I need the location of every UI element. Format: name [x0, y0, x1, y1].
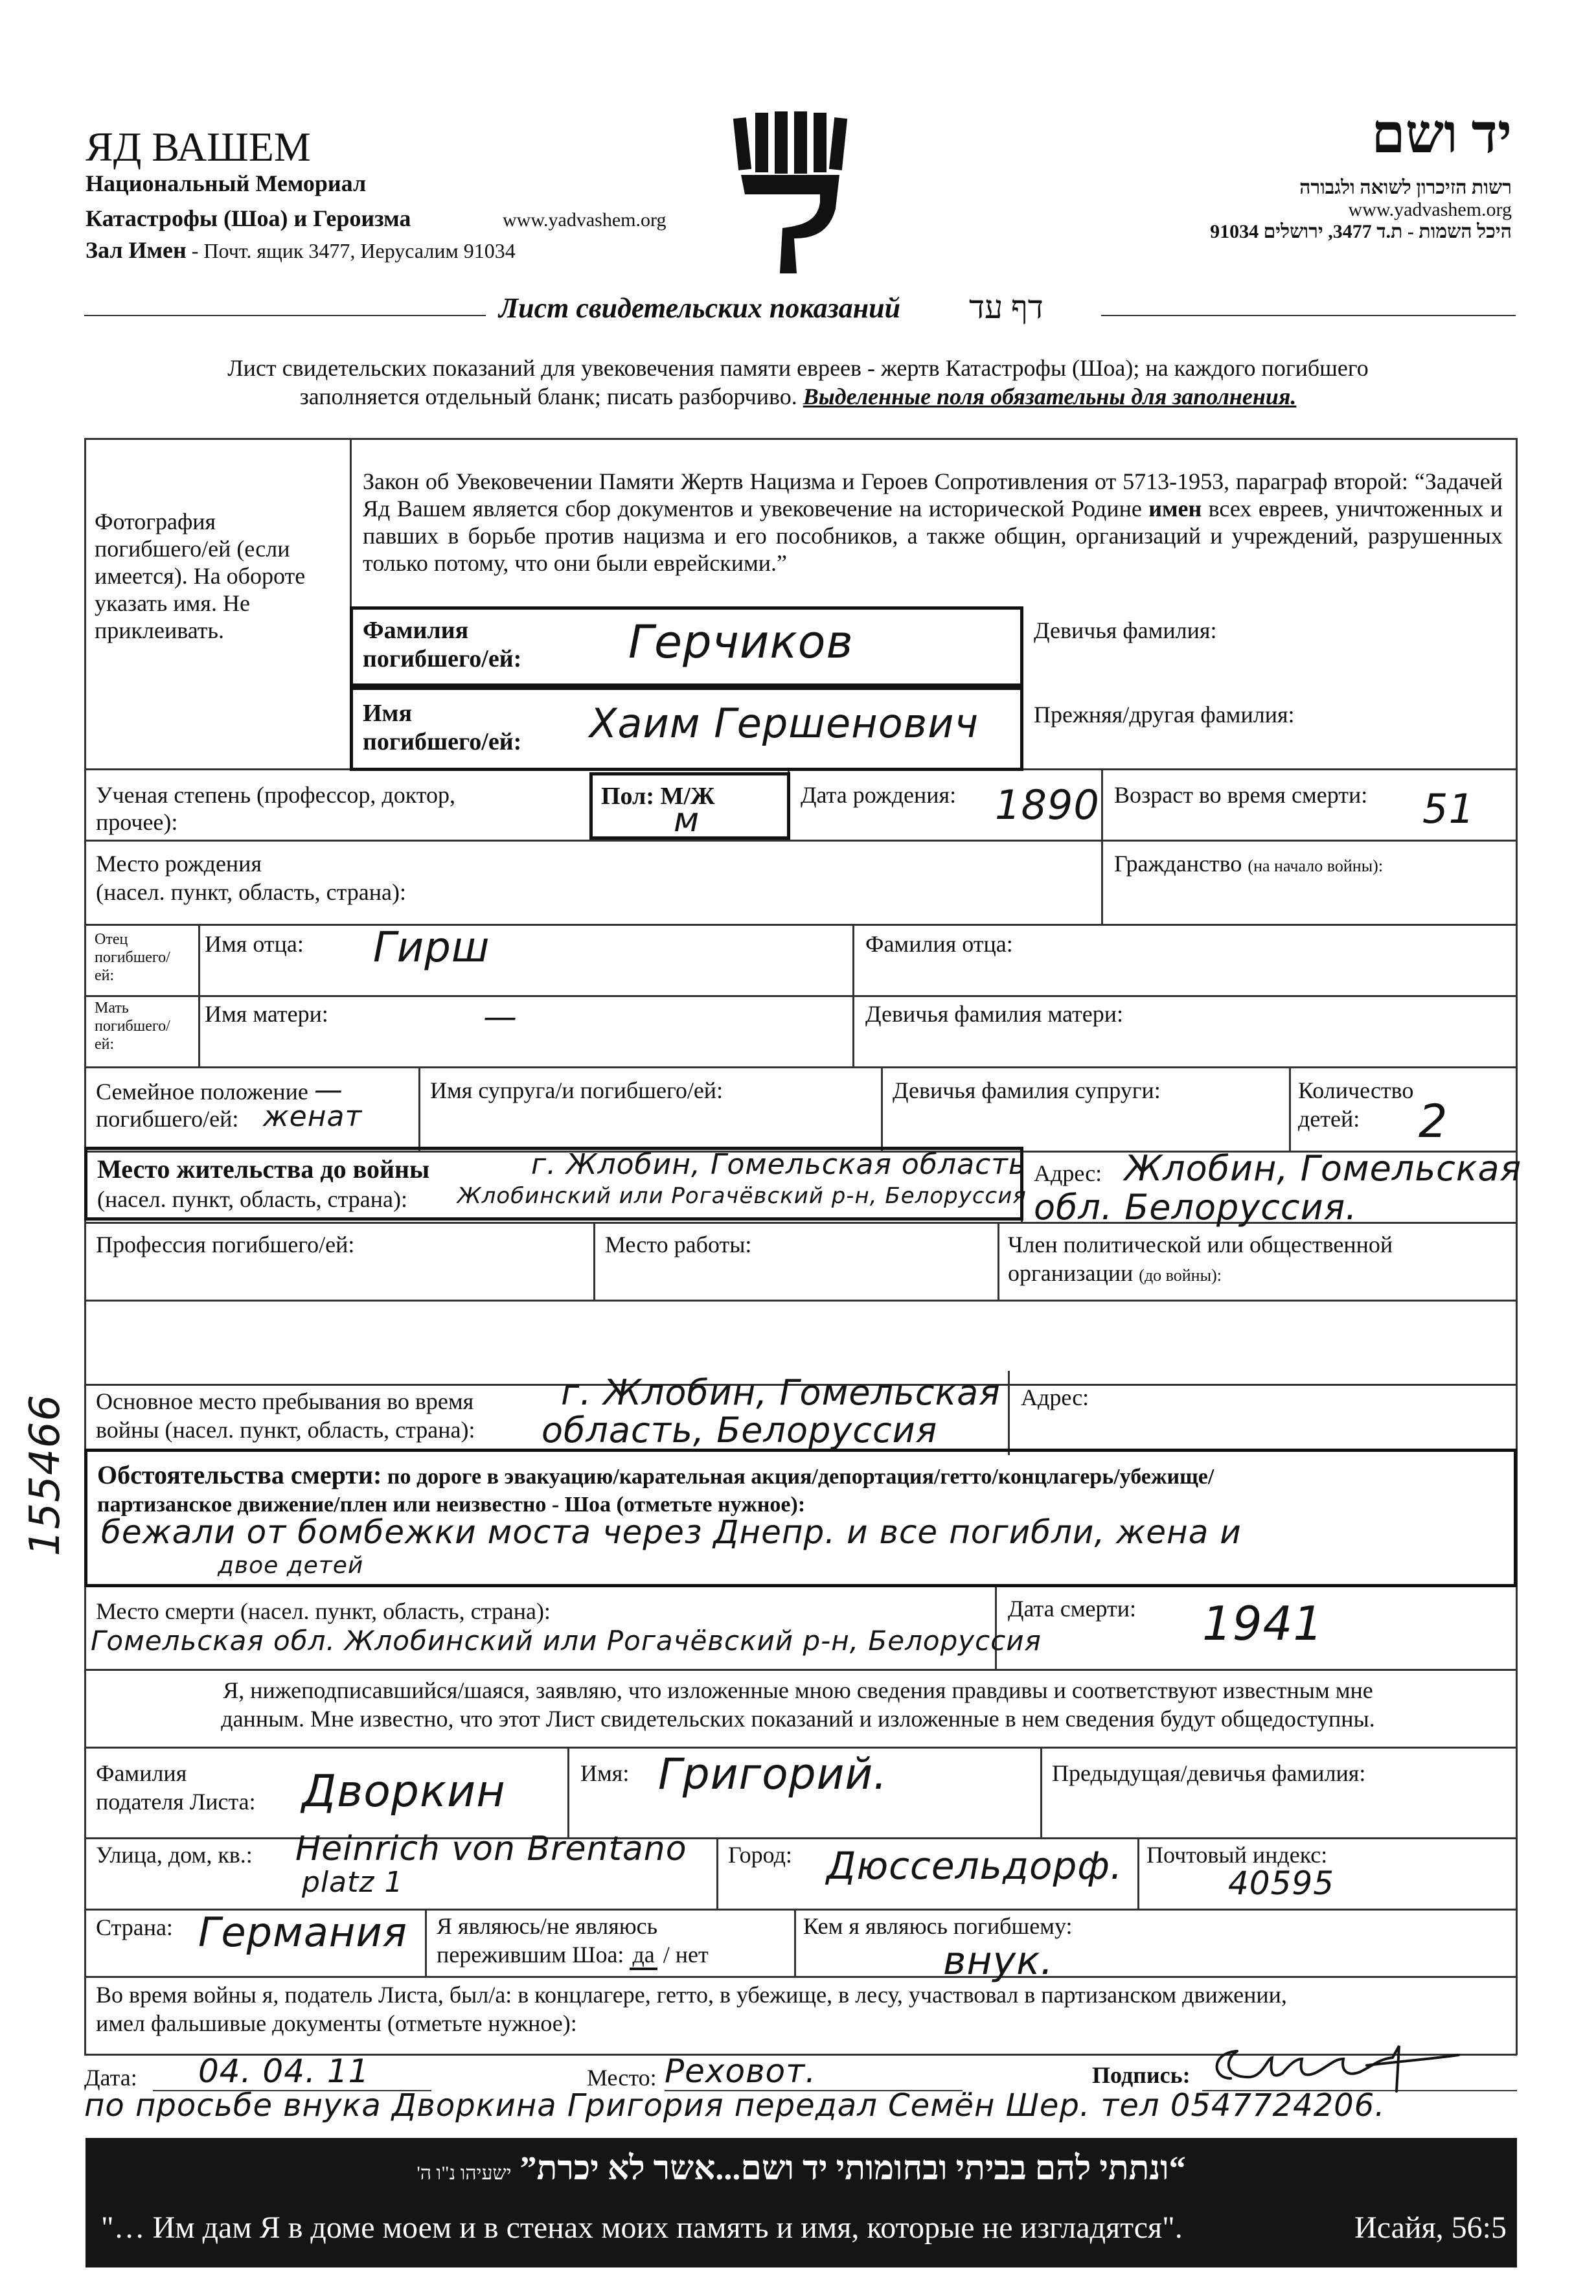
vdiv-zip: [1137, 1837, 1139, 1909]
vdiv-sub-name: [567, 1747, 569, 1837]
death-circ-line-1: [97, 1462, 1214, 1491]
header-left-line1: Национальный Мемориал: [86, 170, 367, 196]
intro-line-1: Лист свидетельских показаний для увековечения памяти евреев - жертв Катастрофы (Шоа); на каждого погибшего: [227, 355, 1369, 381]
mother-side-label: Мать погибшего/ ей:: [95, 1000, 170, 1053]
children-label-1: Количество: [1298, 1077, 1414, 1103]
law-text: [363, 468, 1503, 577]
declaration-line-2: данным. Мне известно, что этот Лист свидетельских показаний и изложенные в нем сведения будут общедоступны.: [221, 1706, 1375, 1732]
victim-name-value[interactable]: Хаим Гершенович: [589, 700, 979, 747]
victim-prev-surname-label: Прежняя/другая фамилия:: [1034, 702, 1295, 728]
header-right-line1: רשות הזיכרון לשואה ולגבורה: [1299, 177, 1512, 198]
survivor-label-1: Я являюсь/не являюсь: [437, 1913, 658, 1939]
vdiv-parent-surname: [852, 924, 854, 1066]
wartime-label-2: войны (насел. пункт, область, страна):: [96, 1417, 475, 1443]
handwritten-note: по просьбе внука Дворкина Григория передал Семён Шер. тел 0547724206.: [84, 2087, 1385, 2124]
citizenship-label-note: (на начало войны):: [1248, 856, 1384, 875]
submitter-name-label: Имя:: [580, 1760, 630, 1786]
sex-label: Пол: М/Ж: [601, 783, 715, 810]
victim-surname-label-1: Фамилия: [363, 617, 469, 644]
survivor-label-2-text: пережившим Шоа:: [437, 1942, 624, 1968]
frame-right: [1516, 438, 1518, 2055]
wartime-label-1: Основное место пребывания во время: [96, 1388, 474, 1414]
vdiv-workplace: [593, 1222, 595, 1300]
victim-name-label-2: погибшего/ей:: [363, 728, 522, 755]
residence-address-2[interactable]: обл. Белоруссия.: [1034, 1187, 1358, 1228]
row-line-11: [84, 1669, 1517, 1671]
spouse-maiden-label: Девичья фамилия супруги:: [893, 1077, 1161, 1103]
war-status-line-1: Во время войны я, податель Листа, был/а: в концлагере, гетто, в убежище, в лесу, участвовал в партизанском движении,: [96, 1982, 1287, 2008]
form-title-hebrew: דף עד: [969, 289, 1043, 325]
family-status-dash: —: [314, 1073, 343, 1107]
row-line-3: [84, 924, 1517, 926]
zip-label: Почтовый индекс:: [1146, 1842, 1328, 1868]
residence-address-label: Адрес:: [1034, 1160, 1102, 1186]
signature-label: Подпись:: [1092, 2062, 1191, 2088]
survivor-option-sep: /: [657, 1942, 676, 1968]
death-date-value[interactable]: 1941: [1202, 1596, 1324, 1651]
member-label-2-note: (до войны):: [1139, 1266, 1222, 1285]
residence-label: Место жительства до войны: [97, 1154, 430, 1184]
date-value[interactable]: 04. 04. 11: [198, 2052, 370, 2090]
footer-russian-source: Исайя, 56:5: [1354, 2210, 1507, 2245]
header-hall-of-names: Зал Имен: [86, 237, 187, 263]
intro-line-2-bold: Выделенные поля обязательны для заполнения.: [803, 384, 1297, 409]
row-line-5: [84, 1066, 1517, 1068]
submitter-surname-label-1: Фамилия: [96, 1760, 187, 1786]
law-text-bold: имен: [1148, 496, 1202, 522]
victim-surname-label-2: погибшего/ей:: [363, 645, 522, 672]
place-label: Место:: [587, 2065, 657, 2091]
death-circ-value-2[interactable]: двое детей: [218, 1552, 364, 1579]
death-circ-value-1[interactable]: бежали от бомбежки моста через Днепр. и все погибли, жена и: [101, 1513, 1242, 1551]
family-status-value[interactable]: женат: [263, 1100, 363, 1133]
street-label: Улица, дом, кв.:: [96, 1842, 253, 1868]
vdiv-relation: [794, 1909, 796, 1976]
wartime-value-1[interactable]: г. Жлобин, Гомельская: [561, 1372, 1001, 1413]
member-label-1: Член политической или общественной: [1008, 1232, 1393, 1257]
country-label: Страна:: [96, 1914, 173, 1940]
vdiv-children: [1289, 1066, 1291, 1151]
header-website-left: www.yadvashem.org: [503, 209, 667, 231]
death-date-label: Дата смерти:: [1008, 1596, 1137, 1622]
birthplace-label-1: Место рождения: [96, 851, 262, 877]
death-circ-label: Обстоятельства смерти:: [97, 1460, 382, 1489]
victim-name-label-1: Имя: [363, 700, 412, 727]
wartime-value-2[interactable]: область, Белоруссия: [542, 1410, 938, 1451]
birthplace-label-2: (насел. пункт, область, страна):: [96, 879, 407, 905]
row-line-4: [84, 995, 1517, 997]
father-name-value[interactable]: Гирш: [373, 924, 490, 972]
war-status-line-2: имел фальшивые документы (отметьте нужное):: [96, 2010, 577, 2036]
relation-label: Кем я являюсь погибшему:: [803, 1913, 1073, 1939]
birth-value[interactable]: 1890: [995, 781, 1100, 829]
death-circ-options-2: партизанское движение/плен или неизвестно - Шоа (отметьте нужное):: [97, 1493, 806, 1517]
title-rule-right: [1101, 315, 1516, 316]
vdiv-parent-side: [198, 924, 200, 1066]
intro-line-2: [0, 382, 1596, 411]
survivor-label-2: [437, 1941, 709, 1968]
header-right-title: יד ושם: [1371, 104, 1512, 165]
degree-label: Ученая степень (профессор, доктор, прочее):: [96, 782, 455, 835]
submitter-surname-value[interactable]: Дворкин: [302, 1766, 506, 1817]
member-label-2: [1008, 1259, 1222, 1287]
workplace-label: Место работы:: [605, 1232, 752, 1257]
footer-banner: [86, 2138, 1517, 2267]
mother-name-value[interactable]: —: [483, 998, 518, 1037]
submitter-surname-label-2: подателя Листа:: [96, 1789, 256, 1815]
header-left-line3: [86, 237, 516, 264]
vdiv-sub-prev: [1040, 1747, 1042, 1837]
vdiv-member: [998, 1222, 999, 1300]
vdiv-survivor: [425, 1909, 427, 1976]
footer-hebrew-source: ישעיהו נ"ו ה': [416, 2163, 512, 2184]
law-text-part2: всех евреев, уничтоженных и павших в борьбе против нацизма и его пособников, а также общин, организаций и учреждений, разрушенных только потому, что они были еврейскими.”: [363, 496, 1503, 576]
death-place-label: Место смерти (насел. пункт, область, страна):: [96, 1598, 551, 1624]
street-value-2[interactable]: platz 1: [302, 1866, 404, 1899]
victim-maiden-label: Девичья фамилия:: [1034, 617, 1217, 643]
birth-label: Дата рождения:: [801, 782, 957, 808]
footer-hebrew-quote-text: “ונתתי להם בביתי ובחומותי יד ושם...אשר לא יכרת”: [519, 2150, 1186, 2187]
age-value[interactable]: 51: [1422, 785, 1475, 832]
row-line-2: [84, 840, 1517, 842]
row-line-15: [84, 1976, 1517, 1978]
residence-sublabel: (насел. пункт, область, страна):: [97, 1186, 408, 1212]
row-line-12: [84, 1747, 1517, 1749]
mother-maiden-label: Девичья фамилия матери:: [865, 1001, 1124, 1027]
header-right-line3: היכל השמות - ת.ד 3477, ירושלים 91034: [1210, 221, 1512, 242]
header-website-right: www.yadvashem.org: [1348, 199, 1512, 220]
residence-value-2[interactable]: Жлобинский или Рогачёвский р-н, Белоруссия: [457, 1183, 1027, 1209]
survivor-option-yes[interactable]: да: [630, 1942, 657, 1970]
vdiv-spouse: [418, 1066, 420, 1151]
title-rule-left: [84, 315, 486, 316]
vdiv-age-citizenship: [1101, 768, 1103, 924]
declaration-line-1: Я, нижеподписавшийся/шаяся, заявляю, что изложенные мною сведения правдивы и соответствуют известным мне: [223, 1677, 1373, 1703]
survivor-option-no[interactable]: нет: [675, 1942, 709, 1968]
submitter-name-value[interactable]: Григорий.: [658, 1749, 888, 1799]
vdiv-spouse-maiden: [881, 1066, 883, 1151]
frame-top: [84, 438, 1517, 440]
death-circ-options-1: по дороге в эвакуацию/карательная акция/депортация/гетто/концлагерь/убежище/: [382, 1465, 1214, 1489]
header-address: - Почт. ящик 3477, Иерусалим 91034: [186, 239, 516, 262]
frame-left: [84, 438, 86, 2055]
footer-russian-quote: [101, 2209, 1507, 2247]
footer-hebrew-quote: [86, 2150, 1517, 2193]
street-value-1[interactable]: Heinrich von Brentano: [295, 1830, 687, 1868]
row-line-8: [84, 1300, 1517, 1302]
country-value[interactable]: Германия: [198, 1909, 407, 1956]
residence-value-1[interactable]: г. Жлобин, Гомельская область: [531, 1148, 1026, 1181]
spouse-name-label: Имя супруга/и погибшего/ей:: [430, 1077, 724, 1103]
profession-label: Профессия погибшего/ей:: [96, 1232, 355, 1257]
father-name-label: Имя отца:: [205, 931, 304, 957]
vdiv-wartime-address: [1008, 1371, 1010, 1455]
header-left-title: ЯД ВАШЕМ: [86, 124, 311, 170]
submitter-prev-label: Предыдущая/девичья фамилия:: [1052, 1760, 1366, 1786]
city-label: Город:: [728, 1842, 792, 1868]
photo-instructions: Фотография погибшего/ей (если имеется). На обороте указать имя. Не приклеивать.: [95, 509, 306, 643]
form-title: Лист свидетельских показаний: [499, 292, 901, 324]
date-label: Дата:: [84, 2065, 137, 2091]
member-label-2-main: организации: [1008, 1260, 1134, 1286]
header-left-line2: Катастрофы (Шоа) и Героизма: [86, 205, 411, 231]
city-value[interactable]: Дюссельдорф.: [826, 1844, 1123, 1888]
father-side-label: Отец погибшего/ ей:: [95, 931, 170, 984]
mother-name-label: Имя матери:: [205, 1001, 328, 1027]
zip-value[interactable]: 40595: [1228, 1865, 1335, 1902]
father-surname-label: Фамилия отца:: [865, 931, 1013, 957]
relation-value[interactable]: внук.: [943, 1938, 1054, 1984]
sex-value[interactable]: м: [674, 801, 700, 840]
age-label: Возраст во время смерти:: [1114, 782, 1368, 808]
children-value[interactable]: 2: [1419, 1095, 1448, 1148]
death-place-value[interactable]: Гомельская обл. Жлобинский или Рогачёвский р-н, Белоруссия: [91, 1625, 1042, 1657]
children-label-2: детей:: [1298, 1106, 1360, 1132]
yad-vashem-logo-icon: [732, 111, 849, 280]
family-status-label-2: погибшего/ей:: [96, 1106, 239, 1132]
family-status-label-text: Семейное положение: [96, 1079, 308, 1105]
vdiv-city: [716, 1837, 718, 1909]
law-text-part1: Закон об Увековечении Памяти Жертв Нацизма и Героев Сопротивления от 5713-1953, параграф второй: “Задачей Яд Вашем является сбор документов и увековечение на исторической Родине: [363, 468, 1503, 522]
footer-russian-quote-text: "… Им дам Я в доме моем и в стенах моих память и имя, которые не изгладятся".: [101, 2210, 1183, 2245]
intro-line-2-plain: заполняется отдельный бланк; писать разборчиво.: [299, 384, 803, 409]
citizenship-label-main: Гражданство: [1114, 851, 1242, 877]
residence-address-1[interactable]: Жлобин, Гомельская: [1124, 1148, 1522, 1189]
victim-surname-value[interactable]: Герчиков: [628, 615, 854, 669]
wartime-address-label: Адрес:: [1021, 1384, 1089, 1410]
margin-reference-number: 155466: [21, 1394, 69, 1557]
citizenship-label: [1114, 850, 1383, 877]
place-value[interactable]: Реховот.: [665, 2052, 817, 2090]
